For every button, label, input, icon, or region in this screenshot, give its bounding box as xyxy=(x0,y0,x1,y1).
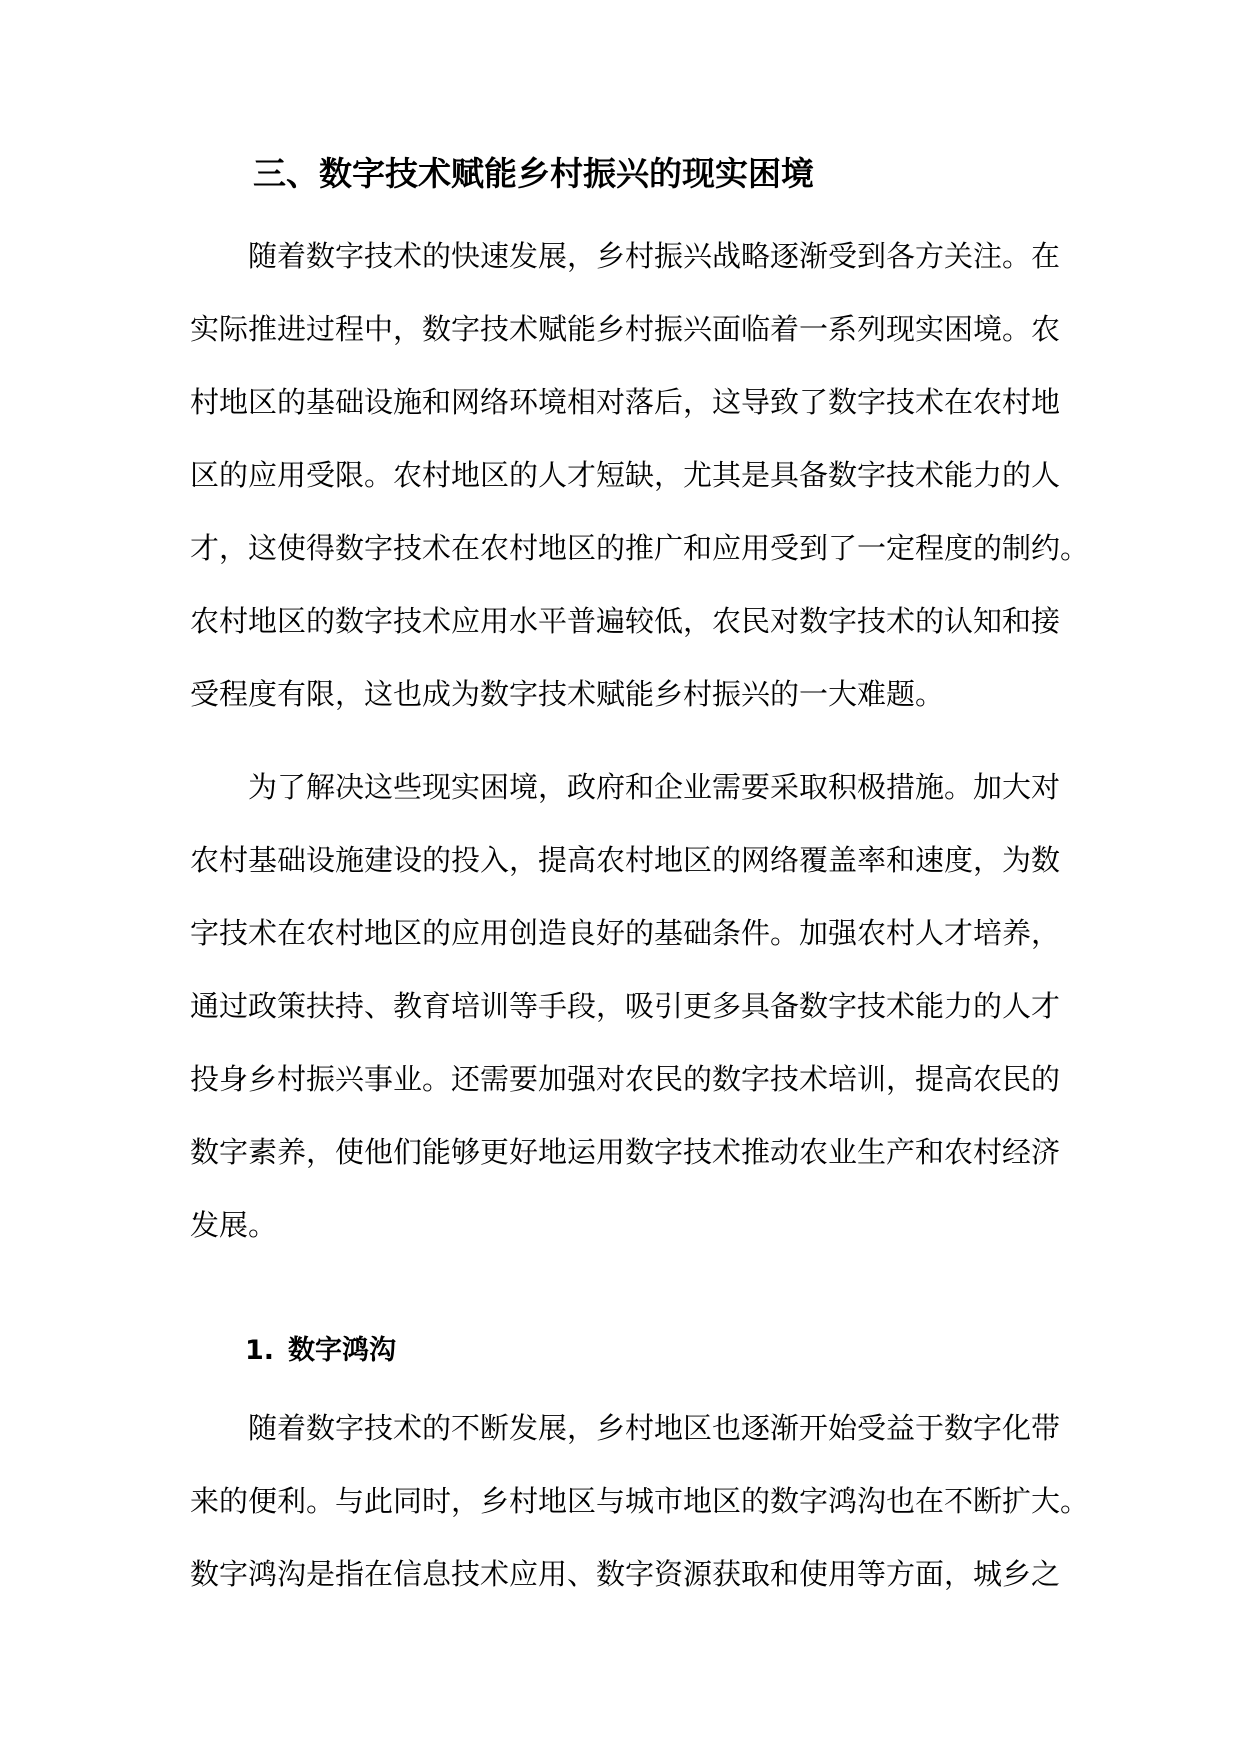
paragraph-1-line-2: 实际推进过程中，数字技术赋能乡村振兴面临着一系列现实困境。农 xyxy=(190,312,1061,346)
paragraph-2-line-1: 为了解决这些现实困境，政府和企业需要采取积极措施。加大对 xyxy=(248,770,1061,804)
paragraph-1-line-5: 才，这使得数字技术在农村地区的推广和应用受到了一定程度的制约。 xyxy=(190,531,1090,565)
paragraph-2-line-5: 投身乡村振兴事业。还需要加强对农民的数字技术培训，提高农民的 xyxy=(190,1062,1061,1096)
paragraph-1-line-4: 区的应用受限。农村地区的人才短缺，尤其是具备数字技术能力的人 xyxy=(190,458,1061,492)
subsection-heading xyxy=(245,1331,396,1371)
paragraph-3-line-3: 数字鸿沟是指在信息技术应用、数字资源获取和使用等方面，城乡之 xyxy=(190,1557,1061,1591)
paragraph-3-line-2: 来的便利。与此同时，乡村地区与城市地区的数字鸿沟也在不断扩大。 xyxy=(190,1484,1090,1518)
paragraph-2-line-7: 发展。 xyxy=(190,1208,278,1242)
paragraph-3-line-1: 随着数字技术的不断发展，乡村地区也逐渐开始受益于数字化带 xyxy=(248,1411,1061,1445)
paragraph-1-line-6: 农村地区的数字技术应用水平普遍较低，农民对数字技术的认知和接 xyxy=(190,604,1061,638)
paragraph-1-line-3: 村地区的基础设施和网络环境相对落后，这导致了数字技术在农村地 xyxy=(190,385,1061,419)
paragraph-1-line-7: 受程度有限，这也成为数字技术赋能乡村振兴的一大难题。 xyxy=(190,677,945,711)
paragraph-2-line-6: 数字素养，使他们能够更好地运用数字技术推动农业生产和农村经济 xyxy=(190,1135,1061,1169)
section-title: 三、数字技术赋能乡村振兴的现实困境 xyxy=(253,154,814,193)
paragraph-2-line-3: 字技术在农村地区的应用创造良好的基础条件。加强农村人才培养， xyxy=(190,916,1061,950)
paragraph-1-line-1: 随着数字技术的快速发展，乡村振兴战略逐渐受到各方关注。在 xyxy=(248,239,1061,273)
subsection-title: 数字鸿沟 xyxy=(288,1335,397,1366)
subsection-number: 1. xyxy=(245,1335,275,1366)
paragraph-2-line-4: 通过政策扶持、教育培训等手段，吸引更多具备数字技术能力的人才 xyxy=(190,989,1061,1023)
paragraph-2-line-2: 农村基础设施建设的投入，提高农村地区的网络覆盖率和速度，为数 xyxy=(190,843,1061,877)
